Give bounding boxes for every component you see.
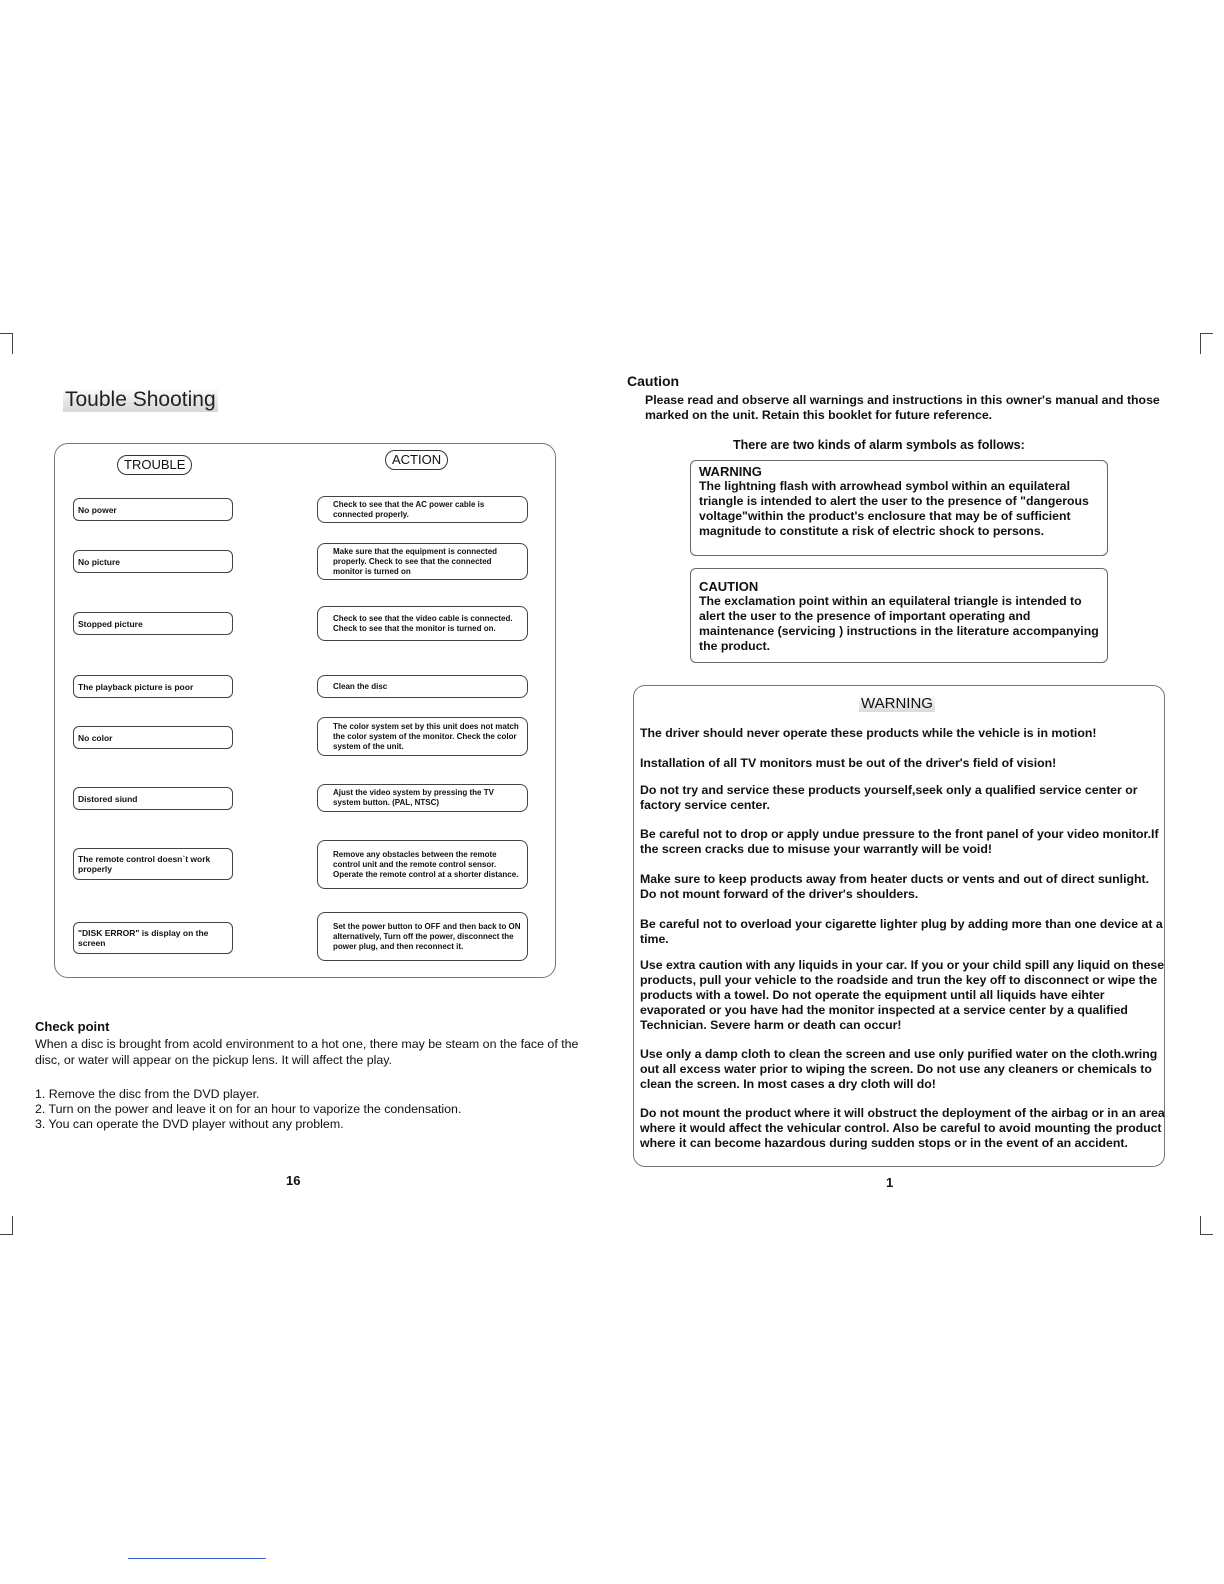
caution-symbol-box — [690, 568, 1108, 663]
caution-symbol-text: The exclamation point within an equilateral triangle is intended to alert the user to the presence of important operating and maintenance (servicing ) instructions in the literature accompanying the product. — [699, 594, 1099, 653]
action-cell: Make sure that the equipment is connected properly. Check to see that the connected monitor is turned on — [317, 543, 528, 580]
crop-mark-top-right — [1200, 333, 1213, 354]
warning-symbol-box — [690, 460, 1108, 556]
page-number-right: 1 — [886, 1175, 894, 1190]
trouble-cell: No power — [73, 498, 233, 521]
crop-mark-bottom-right — [1200, 1216, 1213, 1235]
warning-item: Do not try and service these products yourself,seek only a qualified service center or factory service center. — [640, 783, 1138, 812]
check-point-title: Check point — [35, 1019, 110, 1034]
caution-symbol-heading: CAUTION — [699, 579, 759, 594]
crop-mark-top-left — [0, 333, 13, 354]
action-cell: Remove any obstacles between the remote control unit and the remote control sensor. Operate the remote control at a shorter distance. — [317, 840, 528, 889]
trouble-cell: Distored siund — [73, 787, 233, 810]
action-cell: Set the power button to OFF and then back to ON alternatively, Turn off the power, disconnect the power plug, and then reconnect it. — [317, 912, 528, 961]
action-column-header: ACTION — [385, 450, 448, 470]
warning-item: The driver should never operate these products while the vehicle is in motion! — [640, 726, 1097, 740]
warning-item: Make sure to keep products away from heater ducts or vents and out of direct sunlight. Do not mount forward of the driver's shoulders. — [640, 872, 1150, 901]
check-point-step: 1. Remove the disc from the DVD player. — [35, 1087, 260, 1101]
warning-item: Use extra caution with any liquids in your car. If you or your child spill any liquid on these products, pull your vehicle to the roadside and trun the key off to disconnect or wipe the products with a towel. Do not operate the equipment until all liquids have eihter evaporated or you have had the monitor inspected at a service center by a qualified Technician. Severe harm or death can occur! — [640, 958, 1165, 1032]
check-point-step: 2. Turn on the power and leave it on for an hour to vaporize the condensation. — [35, 1102, 462, 1116]
trouble-column-header: TROUBLE — [117, 455, 192, 475]
warning-item: Installation of all TV monitors must be out of the driver's field of vision! — [640, 756, 1057, 770]
trouble-cell: Stopped picture — [73, 612, 233, 635]
caution-title: Caution — [627, 373, 680, 389]
trouble-cell: No picture — [73, 550, 233, 573]
decorative-line — [128, 1558, 266, 1559]
alarm-symbols-line: There are two kinds of alarm symbols as follows: — [733, 438, 1025, 452]
check-point-steps — [35, 1087, 590, 1132]
warning-item: Do not mount the product where it will obstruct the deployment of the airbag or in an area where it would affect the vehicular control. Also be careful to avoid mounting the product where it can become hazardous during sudden stops or in the event of an accident. — [640, 1106, 1165, 1150]
caution-intro: Please read and observe all warnings and instructions in this owner's manual and those marked on the unit. Retain this booklet for future reference. — [645, 393, 1160, 422]
warning-item: Be careful not to drop or apply undue pressure to the front panel of your video monitor.If the screen cracks due to misuse your warrantly will be void! — [640, 827, 1159, 856]
warning-item: Use only a damp cloth to clean the screen and use only purified water on the cloth.wring out all excess water prior to wiping the screen. Do not use any cleaners or chemicals to clean the screen. In most cases a dry cloth will do! — [640, 1047, 1158, 1091]
action-cell: Clean the disc — [317, 675, 528, 698]
check-point-step: 3. You can operate the DVD player without any problem. — [35, 1117, 344, 1131]
check-point-paragraph: When a disc is brought from acold environment to a hot one, there may be steam on the face of the disc, or water will appear on the pickup lens. It will affect the play. — [35, 1037, 579, 1067]
check-point-body — [35, 1036, 590, 1068]
trouble-cell: The playback picture is poor — [73, 675, 233, 698]
trouble-cell: No color — [73, 726, 233, 749]
warning-section-heading: WARNING — [861, 695, 933, 712]
action-cell: Ajust the video system by pressing the TV system button. (PAL, NTSC) — [317, 784, 528, 812]
page-title-trouble-shooting: Touble Shooting — [65, 388, 216, 411]
action-cell: Check to see that the video cable is connected. Check to see that the monitor is turned on. — [317, 606, 528, 641]
warning-item: Be careful not to overload your cigarette lighter plug by adding more than one device at a time. — [640, 917, 1163, 946]
trouble-cell: "DISK ERROR" is display on the screen — [73, 922, 233, 954]
warning-symbol-text: The lightning flash with arrowhead symbol within an equilateral triangle is intended to alert the user to the presence of "dangerous voltage"within the product's enclosure that may be of sufficient magnitude to constitute a risk of electric shock to persons. — [699, 479, 1089, 538]
trouble-shooting-table — [54, 443, 556, 978]
page-number-left: 16 — [286, 1173, 301, 1188]
trouble-cell: The remote control doesn`t work properly — [73, 848, 233, 880]
warning-symbol-heading: WARNING — [699, 464, 762, 479]
action-cell: Check to see that the AC power cable is connected properly. — [317, 496, 528, 523]
crop-mark-bottom-left — [0, 1216, 13, 1235]
action-cell: The color system set by this unit does not match the color system of the monitor. Check the color system of the unit. — [317, 717, 528, 756]
